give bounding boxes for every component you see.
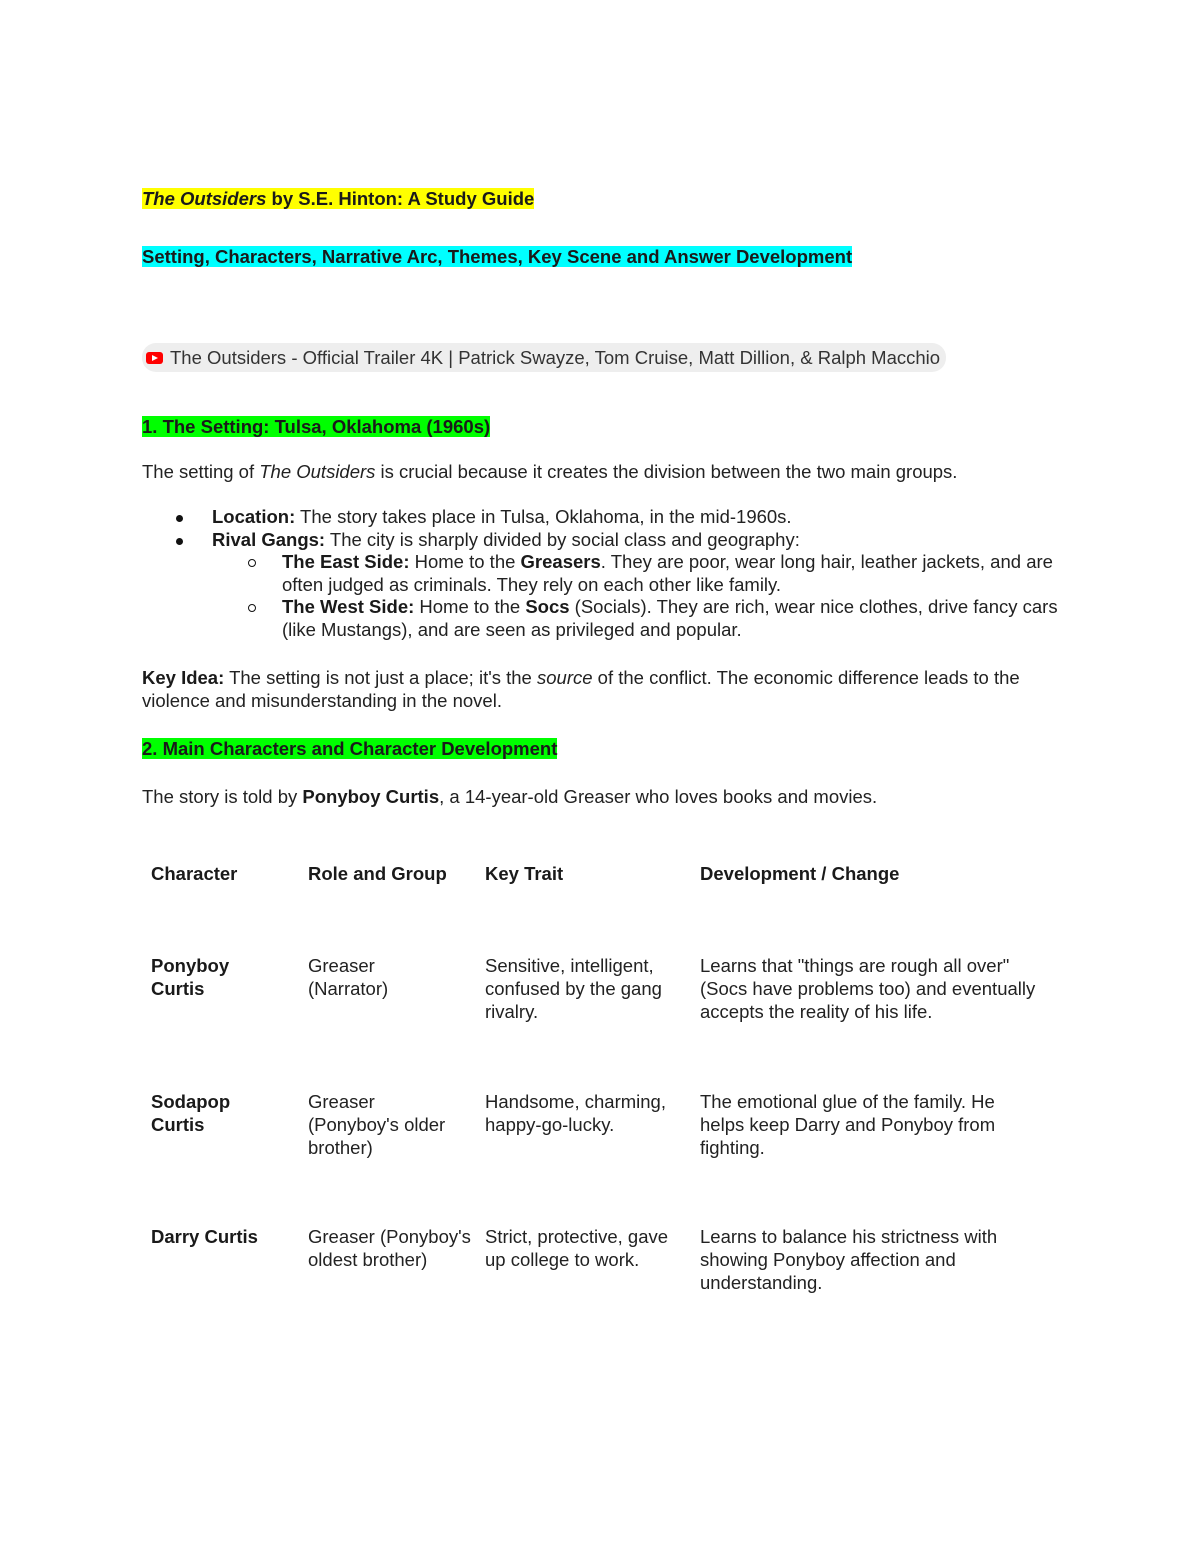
east-a: Home to the — [409, 551, 521, 572]
video-link-label: The Outsiders - Official Trailer 4K | Patrick Swayze, Tom Cruise, Matt Dillion, & Ralph Macchio — [170, 346, 941, 368]
west-group: Socs — [525, 596, 570, 617]
character-development: Learns that "things are rough all over" (Socs have problems too) and eventually accepts the reality of his life. — [700, 955, 1036, 1022]
characters-intro — [142, 785, 1062, 808]
setting-intro — [142, 460, 1062, 483]
bullet-circle-icon — [248, 559, 256, 567]
table-header-cell: Development / Change — [700, 863, 900, 884]
location-text: The story takes place in Tulsa, Oklahoma, in the mid-1960s. — [295, 506, 792, 527]
youtube-icon — [146, 352, 163, 364]
bullet-dot-icon — [176, 538, 183, 545]
table-header-cell: Key Trait — [485, 863, 564, 884]
key-idea-label: Key Idea: — [142, 667, 225, 688]
character-role: Greaser (Ponyboy's oldest brother) — [308, 1226, 471, 1270]
east-label: The East Side: — [282, 551, 410, 572]
video-link-chip[interactable] — [142, 343, 946, 372]
key-idea-italic: source — [537, 667, 593, 688]
characters-intro-name: Ponyboy Curtis — [302, 786, 440, 807]
character-trait: Handsome, charming, happy-go-lucky. — [485, 1091, 666, 1135]
bullet-dot-icon — [176, 515, 183, 522]
setting-intro-book: The Outsiders — [259, 461, 376, 482]
character-trait: Sensitive, intelligent, confused by the gang rivalry. — [485, 955, 662, 1022]
title-book-name: The Outsiders — [142, 188, 267, 209]
character-name: Ponyboy Curtis — [151, 955, 230, 999]
character-development: Learns to balance his strictness with showing Ponyboy affection and understanding. — [700, 1226, 998, 1293]
subbullet-east-side — [142, 551, 1062, 596]
setting-intro-b: is crucial because it creates the division between the two main groups. — [375, 461, 958, 482]
characters-heading-text: 2. Main Characters and Character Development — [142, 738, 558, 759]
bullet-rival-gangs — [142, 529, 1062, 552]
table-header-cell: Character — [151, 863, 238, 884]
character-role: Greaser (Narrator) — [308, 955, 389, 999]
doc-title — [142, 186, 534, 212]
east-group: Greasers — [520, 551, 601, 572]
west-a: Home to the — [414, 596, 526, 617]
character-trait: Strict, protective, gave up college to work. — [485, 1226, 669, 1270]
title-highlight — [142, 188, 534, 209]
key-idea — [142, 666, 1062, 712]
setting-intro-a: The setting of — [142, 461, 260, 482]
doc-subtitle — [142, 244, 852, 270]
character-development: The emotional glue of the family. He helps keep Darry and Ponyboy from fighting. — [700, 1091, 996, 1158]
west-b: (Socials). They are rich, wear nice clothes, drive fancy cars (like Mustangs), and are seen as privileged and popular. — [282, 596, 1058, 640]
rival-label: Rival Gangs: — [212, 528, 326, 550]
setting-bullet-list — [142, 506, 1062, 641]
character-name: Sodapop Curtis — [151, 1091, 231, 1135]
bullet-location — [142, 506, 1062, 529]
key-idea-a: The setting is not just a place; it's the — [224, 667, 537, 688]
subtitle-text: Setting, Characters, Narrative Arc, Themes, Key Scene and Answer Development — [142, 246, 853, 267]
key-idea-b: of the conflict. The economic difference leads to the violence and misunderstanding in the novel. — [142, 667, 1020, 711]
location-label: Location: — [212, 506, 296, 527]
setting-heading-text: 1. The Setting: Tulsa, Oklahoma (1960s) — [142, 416, 491, 437]
west-label: The West Side: — [282, 596, 415, 617]
subbullet-west-side — [142, 596, 1062, 641]
character-role: Greaser (Ponyboy's older brother) — [308, 1091, 446, 1158]
rival-text: The city is sharply divided by social class and geography: — [325, 528, 800, 550]
table-header-cell: Role and Group — [308, 863, 447, 884]
east-b: . They are poor, wear long hair, leather jackets, and are often judged as criminals. They rely on each other like family. — [282, 551, 1053, 595]
setting-heading — [142, 414, 490, 440]
characters-intro-a: The story is told by — [142, 786, 303, 807]
characters-intro-b: , a 14-year-old Greaser who loves books and movies. — [439, 786, 878, 807]
bullet-circle-icon — [248, 604, 256, 612]
characters-heading — [142, 736, 557, 762]
title-rest: by S.E. Hinton: A Study Guide — [266, 188, 535, 209]
character-name: Darry Curtis — [151, 1226, 258, 1247]
